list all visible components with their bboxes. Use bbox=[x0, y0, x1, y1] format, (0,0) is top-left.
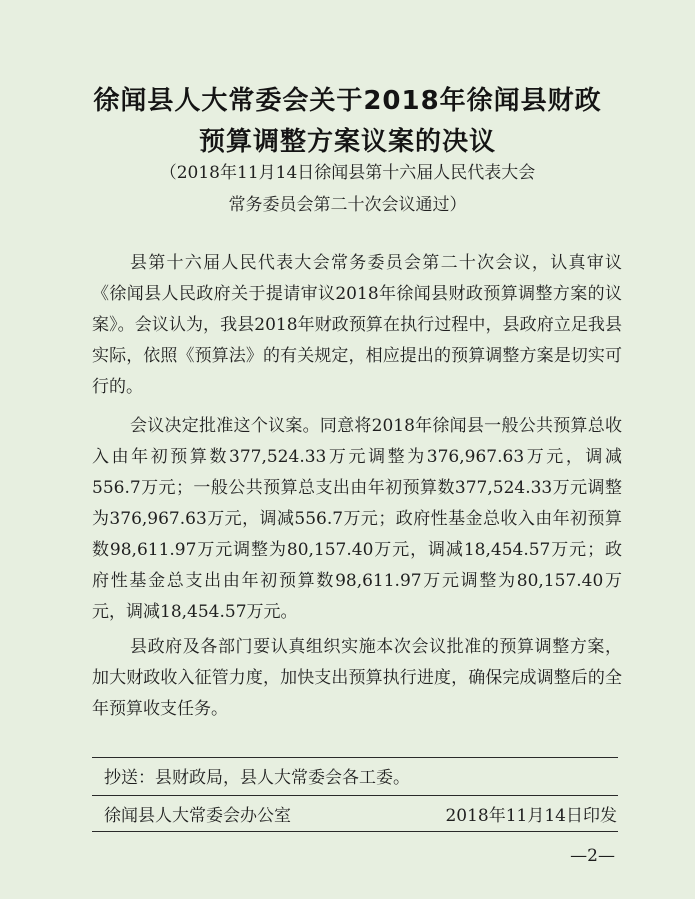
body-paragraph-1: 县第十六届人民代表大会常务委员会第二十次会议，认真审议《徐闻县人民政府关于提请审议2018年徐闻县财政预算调整方案的议案》。会议认为，我县2018年财政预算在执行过程中，县政府立足我县实际，依照《预算法》的有关规定，相应提出的预算调整方案是切实可行的。 bbox=[92, 253, 622, 397]
document-subtitle-line2: 常务委员会第二十次会议通过） bbox=[228, 195, 467, 215]
issuer-office: 徐闻县人大常委会办公室 bbox=[104, 806, 291, 826]
footer-top-rule bbox=[92, 757, 618, 758]
page-number: —2— bbox=[570, 846, 615, 866]
body-paragraph-2: 会议决定批准这个议案。同意将2018年徐闻县一般公共预算总收入由年初预算数377,524.33万元调整为376,967.63万元，调减556.7万元；一般公共预算总支出由年初预算数377,524.33万元调整为376,967.63万元，调减556.7万元；政府性基金总收入由年初预算数98,611.97万元调整为80,157.40万元，调减18,454.57万元；政府性基金总支出由年初预算数98,611.97万元调整为80,157.40万元，调减18,454.57万元。 bbox=[92, 416, 622, 622]
document-title-line2: 预算调整方案议案的决议 bbox=[198, 127, 496, 157]
issue-date: 2018年11月14日印发 bbox=[445, 806, 617, 826]
body-paragraph-3: 县政府及各部门要认真组织实施本次会议批准的预算调整方案，加大财政收入征管力度，加快支出预算执行进度，确保完成调整后的全年预算收支任务。 bbox=[92, 637, 622, 719]
footer-bottom-rule bbox=[92, 831, 618, 832]
document-title-line1: 徐闻县人大常委会关于2018年徐闻县财政 bbox=[93, 86, 602, 116]
cc-line: 抄送：县财政局，县人大常委会各工委。 bbox=[104, 768, 410, 788]
document-subtitle-line1: （2018年11月14日徐闻县第十六届人民代表大会 bbox=[159, 163, 536, 183]
footer-middle-rule bbox=[92, 795, 618, 796]
